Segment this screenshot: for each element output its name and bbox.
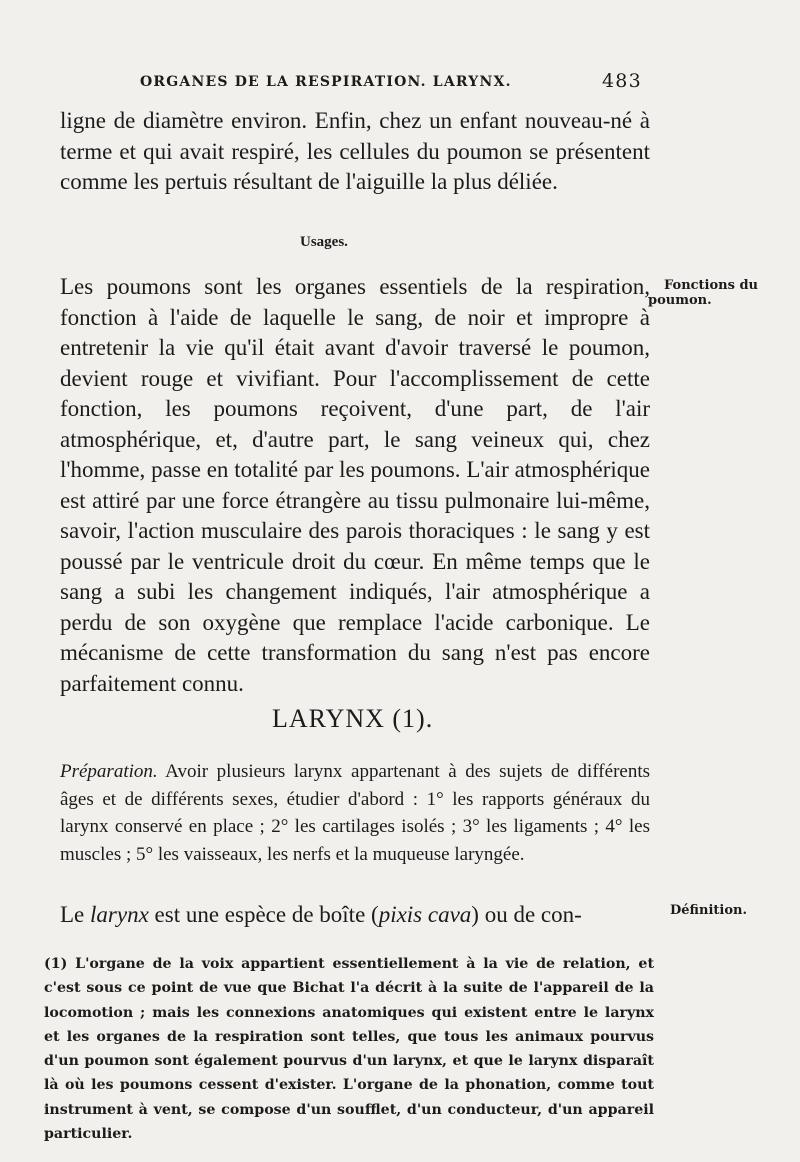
paragraph-continuation: ligne de diamètre environ. Enfin, chez un enfant nouveau-né à terme et qui avait respiré, les cellules du poumon se présentent comme les pertuis résultant de l'aiguille la plus déliée. bbox=[60, 108, 650, 194]
term-larynx: larynx bbox=[90, 902, 149, 927]
chapter-title-larynx: LARYNX (1). bbox=[272, 704, 434, 733]
latin-term: pixis cava bbox=[378, 902, 472, 927]
section-heading-usages: Usages. bbox=[300, 234, 348, 250]
definition-text: ) ou de con- bbox=[471, 902, 582, 927]
margin-note-line: poumon. bbox=[648, 293, 712, 308]
page-number: 483 bbox=[602, 70, 642, 92]
preparation-text: Avoir plusieurs larynx appartenant à des sujets de différents âges et de différents sexes, étudier d'abord : 1° les rapports généraux du larynx conservé en place ; 2° les cartilages isolés ; 3° les ligaments ; 4° les muscles ; 5° les vaisseaux, les nerfs et la muqueuse laryngée. bbox=[60, 761, 650, 865]
paragraph-preparation bbox=[60, 758, 650, 868]
margin-note-definition: Définition. bbox=[670, 903, 747, 918]
preparation-label: Préparation. bbox=[60, 761, 158, 782]
running-title: ORGANES DE LA RESPIRATION. LARYNX. bbox=[140, 74, 512, 90]
definition-text: est une espèce de boîte ( bbox=[148, 902, 379, 927]
paragraph-poumons: Les poumons sont les organes essentiels de la respiration, fonction à l'aide de laquelle le sang, de noir et impropre à entretenir la vie qu'il était avant d'avoir traversé le poumon, devient rouge et vivifiant. Pour l'accomplissement de cette fonction, les poumons reçoivent, d'une part, de l'air atmosphérique, et, d'autre part, le sang veineux qui, chez l'homme, passe en totalité par les poumons. L'air atmosphérique est attiré par une force étrangère au tissu pulmonaire lui-même, savoir, l'action musculaire des parois thoraciques : le sang y est poussé par le ventricule droit du cœur. En même temps que le sang a subi les changement indiqués, l'air atmosphérique a perdu de son oxygène que remplace l'acide carbonique. Le mécanisme de cette transformation du sang n'est pas encore parfaitement connu. bbox=[60, 274, 650, 696]
margin-note-line: Fonctions du bbox=[664, 278, 759, 293]
paragraph-definition bbox=[60, 900, 650, 931]
definition-text: Le bbox=[60, 902, 91, 927]
margin-note-fonctions bbox=[648, 278, 798, 308]
footnote: (1) L'organe de la voix appartient essentiellement à la vie de relation, et c'est sous ce point de vue que Bichat l'a décrit à la suite de l'appareil de la locomotion ; mais les connexions anatomiques qui existent entre le larynx et les organes de la respiration sont telles, que tous les animaux pourvus d'un poumon sont également pourvus d'un larynx, et que le larynx disparaît là où les poumons cessent d'exister. L'organe de la phonation, comme tout instrument à vent, se compose d'un soufflet, d'un conducteur, d'un appareil particulier. bbox=[44, 956, 654, 1143]
